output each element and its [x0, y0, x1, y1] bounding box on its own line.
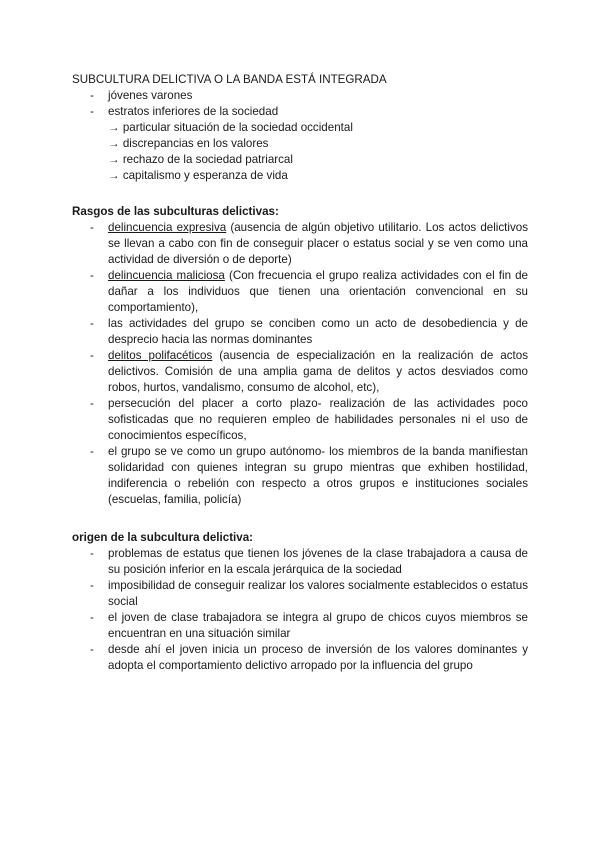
list-item-text: las actividades del grupo se conciben como un acto de desobediencia y de desprecio hacia las normas dominantes	[108, 317, 528, 346]
list-item	[72, 444, 528, 508]
bullet-dash: -	[90, 317, 94, 330]
list-item	[72, 316, 528, 348]
sub-list	[72, 120, 528, 184]
bullet-dash: -	[90, 105, 94, 118]
term-underlined: delincuencia expresiva	[108, 221, 227, 234]
bullet-dash: -	[90, 611, 94, 624]
list-item	[72, 578, 528, 610]
bullet-dash: -	[90, 221, 94, 234]
origen-list	[72, 546, 528, 674]
list-item-text: imposibilidad de conseguir realizar los valores socialmente establecidos o estatus social	[108, 579, 528, 608]
bullet-dash: -	[90, 643, 94, 656]
sub-item: → particular situación de la sociedad occidental	[108, 121, 353, 134]
spacer	[72, 508, 528, 530]
list-item	[72, 104, 528, 120]
bullet-dash: -	[90, 547, 94, 560]
list-item-text: problemas de estatus que tienen los jóvenes de la clase trabajadora a causa de su posición inferior en la escala jerárquica de la sociedad	[108, 547, 528, 576]
list-item-text: estratos inferiores de la sociedad	[108, 105, 279, 118]
list-item-text: el joven de clase trabajadora se integra al grupo de chicos cuyos miembros se encuentran en una situación similar	[108, 611, 528, 640]
list-item-text: jóvenes varones	[108, 89, 193, 102]
list-item-text: (ausencia de especialización en la realización de actos delictivos. Comisión de una amplia gama de delitos y actos desviados como robos, hurtos, vandalismo, consumo de alcohol, etc),	[108, 349, 528, 394]
list-item	[72, 610, 528, 642]
list-item-text: (ausencia de algún objetivo utilitario. Los actos delictivos se llevan a cabo con fin de conseguir placer o estatus social y se ven como una actividad de diversión o de deporte)	[108, 221, 529, 266]
bullet-dash: -	[90, 89, 94, 102]
list-item	[72, 348, 528, 396]
list-item-text: persecución del placer a corto plazo- realización de las actividades poco sofisticadas que no requieren empleo de habilidades personales ni el uso de conocimientos específicos,	[108, 397, 528, 442]
document-title: SUBCULTURA DELICTIVA O LA BANDA ESTÁ INTEGRADA	[72, 73, 387, 86]
bullet-dash: -	[90, 579, 94, 592]
list-item-text: (Con frecuencia el grupo realiza actividades con el fin de dañar a los individuos que tienen una orientación convencional en su comportamiento),	[108, 269, 529, 314]
document-body	[72, 72, 528, 674]
sub-item: → capitalismo y esperanza de vida	[108, 169, 288, 182]
term-underlined: delincuencia maliciosa	[108, 269, 225, 282]
intro-list	[72, 88, 528, 120]
list-item-text: el grupo se ve como un grupo autónomo- los miembros de la banda manifiestan solidaridad con quienes integran su grupo mientras que exhiben hostilidad, indiferencia o rebelión con respecto a otros grupos e instituciones sociales (escuelas, familia, policía)	[108, 445, 528, 506]
term-underlined: delitos polifacéticos	[108, 349, 213, 362]
list-item	[72, 396, 528, 444]
bullet-dash: -	[90, 445, 94, 458]
list-item-text: desde ahí el joven inicia un proceso de inversión de los valores dominantes y adopta el comportamiento delictivo arropado por la influencia del grupo	[108, 643, 528, 672]
rasgos-list	[72, 220, 528, 508]
section-heading-origen: origen de la subcultura delictiva:	[72, 531, 254, 544]
bullet-dash: -	[90, 269, 94, 282]
spacer	[72, 184, 528, 204]
list-item	[72, 88, 528, 104]
section-heading-rasgos: Rasgos de las subculturas delictivas:	[72, 205, 279, 218]
bullet-dash: -	[90, 349, 94, 362]
list-item	[72, 268, 528, 316]
list-item	[72, 220, 528, 268]
sub-item: → discrepancias en los valores	[108, 137, 269, 150]
bullet-dash: -	[90, 397, 94, 410]
sub-item: → rechazo de la sociedad patriarcal	[108, 153, 293, 166]
list-item	[72, 642, 528, 674]
list-item	[72, 546, 528, 578]
